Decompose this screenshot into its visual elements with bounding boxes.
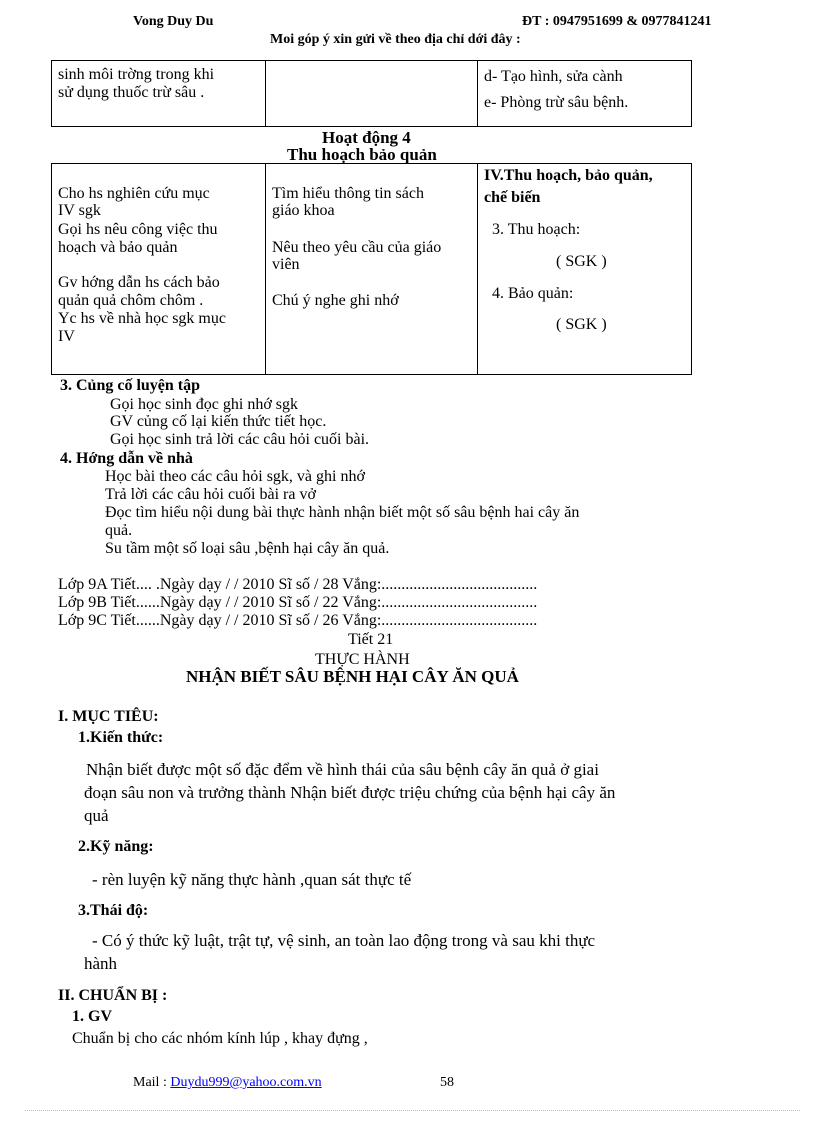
teacher-line: IV sgk xyxy=(58,202,101,219)
consolidation-line: Gọi học sinh trả lời các câu hỏi cuối bài. xyxy=(110,431,370,448)
class-attendance-row: Lớp 9B Tiết......Ngày dạy / / 2010 Sĩ số / 22 Vắng:....................................... xyxy=(58,594,538,611)
teacher-line: Gọi hs nêu công việc thu xyxy=(58,221,218,238)
teacher-line: quản quả chôm chôm . xyxy=(58,292,204,309)
teacher-line: hoạch và bảo quản xyxy=(58,239,178,256)
consolidation-line: GV củng cố lại kiến thức tiết học. xyxy=(110,413,327,430)
class-attendance-row: Lớp 9A Tiết.... .Ngày dạy / / 2010 Sĩ số / 28 Vắng:....................................... xyxy=(58,576,538,593)
student-line: Tìm hiểu thông tin sách xyxy=(272,185,424,202)
content-title: chế biến xyxy=(484,189,541,206)
footer-divider xyxy=(25,1110,800,1111)
knowledge-line: Nhận biết được một số đặc đểm về hình thái của sâu bệnh cây ăn quả ở giai xyxy=(86,760,599,779)
activity4-title: Hoạt động 4 xyxy=(322,128,411,147)
activity4-table xyxy=(51,163,692,375)
contact-note: Moi góp ý xin gửi về theo địa chỉ dới đây : xyxy=(270,32,521,47)
email-link[interactable]: Duydu999@yahoo.com.vn xyxy=(170,1075,322,1090)
homework-line: Học bài theo các câu hỏi sgk, và ghi nhớ xyxy=(105,468,365,485)
harvest-item: 3. Thu hoạch: xyxy=(492,221,581,238)
content-title: IV.Thu hoạch, bảo quản, xyxy=(484,167,653,184)
skills-heading: 2.Kỹ năng: xyxy=(78,838,154,855)
teacher-line: IV xyxy=(58,328,75,345)
homework-line: Đọc tìm hiểu nội dung bài thực hành nhận biết một số sâu bệnh hai cây ăn xyxy=(105,504,580,521)
gv-line: Chuẩn bị cho các nhóm kính lúp , khay đựng , xyxy=(72,1030,368,1047)
storage-ref: ( SGK ) xyxy=(556,316,607,333)
phone-numbers: ĐT : 0947951699 & 0977841241 xyxy=(522,14,712,29)
knowledge-line: quả xyxy=(84,806,109,825)
footer-mail xyxy=(133,1075,322,1091)
activity3-table xyxy=(51,60,692,127)
attitude-line: - Có ý thức kỹ luật, trật tự, vệ sinh, an toàn lao động trong và sau khi thực xyxy=(92,931,596,950)
student-line: Chú ý nghe ghi nhớ xyxy=(272,292,399,309)
storage-item: 4. Bảo quản: xyxy=(492,285,574,302)
consolidation-heading: 3. Củng cố luyện tập xyxy=(60,377,201,394)
teacher-line: Yc hs về nhà học sgk mục xyxy=(58,310,226,327)
harvest-ref: ( SGK ) xyxy=(556,253,607,270)
table1-col1-line: sử dụng thuốc trừ sâu . xyxy=(58,84,205,101)
activity4-subtitle: Thu hoạch bảo quản xyxy=(287,145,437,164)
mail-label: Mail : xyxy=(133,1075,167,1090)
table1-col3-line: d- Tạo hình, sửa cành xyxy=(484,68,623,85)
page-number: 58 xyxy=(440,1075,454,1090)
attitude-heading: 3.Thái độ: xyxy=(78,902,149,919)
teacher-line: Cho hs nghiên cứu mục xyxy=(58,185,210,202)
skills-line: - rèn luyện kỹ năng thực hành ,quan sát thực tế xyxy=(92,870,412,889)
lesson-title: NHẬN BIẾT SÂU BỆNH HẠI CÂY ĂN QUẢ xyxy=(186,667,519,686)
table1-col3-line: e- Phòng trừ sâu bệnh. xyxy=(484,94,629,111)
knowledge-heading: 1.Kiến thức: xyxy=(78,729,164,746)
lesson-period: Tiết 21 xyxy=(348,631,394,648)
homework-heading: 4. Hớng dẫn về nhà xyxy=(60,450,193,467)
table1-col1-line: sinh môi trờng trong khi xyxy=(58,66,215,83)
knowledge-line: đoạn sâu non và trưởng thành Nhận biết được triệu chứng của bệnh hại cây ăn xyxy=(84,783,616,802)
teacher-line: Gv hớng dẫn hs cách bảo xyxy=(58,274,220,291)
student-line: viên xyxy=(272,256,300,273)
homework-line: Trả lời các câu hỏi cuối bài ra vở xyxy=(105,486,316,503)
objectives-heading: I. MỤC TIÊU: xyxy=(58,708,159,725)
author-name: Vong Duy Du xyxy=(133,14,214,29)
consolidation-line: Gọi học sinh đọc ghi nhớ sgk xyxy=(110,396,299,413)
lesson-type: THỰC HÀNH xyxy=(315,651,410,668)
student-line: giáo khoa xyxy=(272,202,335,219)
attitude-line: hành xyxy=(84,954,118,973)
student-line: Nêu theo yêu cầu của giáo xyxy=(272,239,442,256)
gv-heading: 1. GV xyxy=(72,1008,112,1025)
class-attendance-row: Lớp 9C Tiết......Ngày dạy / / 2010 Sĩ số / 26 Vắng:....................................... xyxy=(58,612,538,629)
homework-line: Su tầm một số loại sâu ,bệnh hại cây ăn quả. xyxy=(105,540,390,557)
preparation-heading: II. CHUẨN BỊ : xyxy=(58,987,168,1004)
homework-line: quả. xyxy=(105,522,133,539)
